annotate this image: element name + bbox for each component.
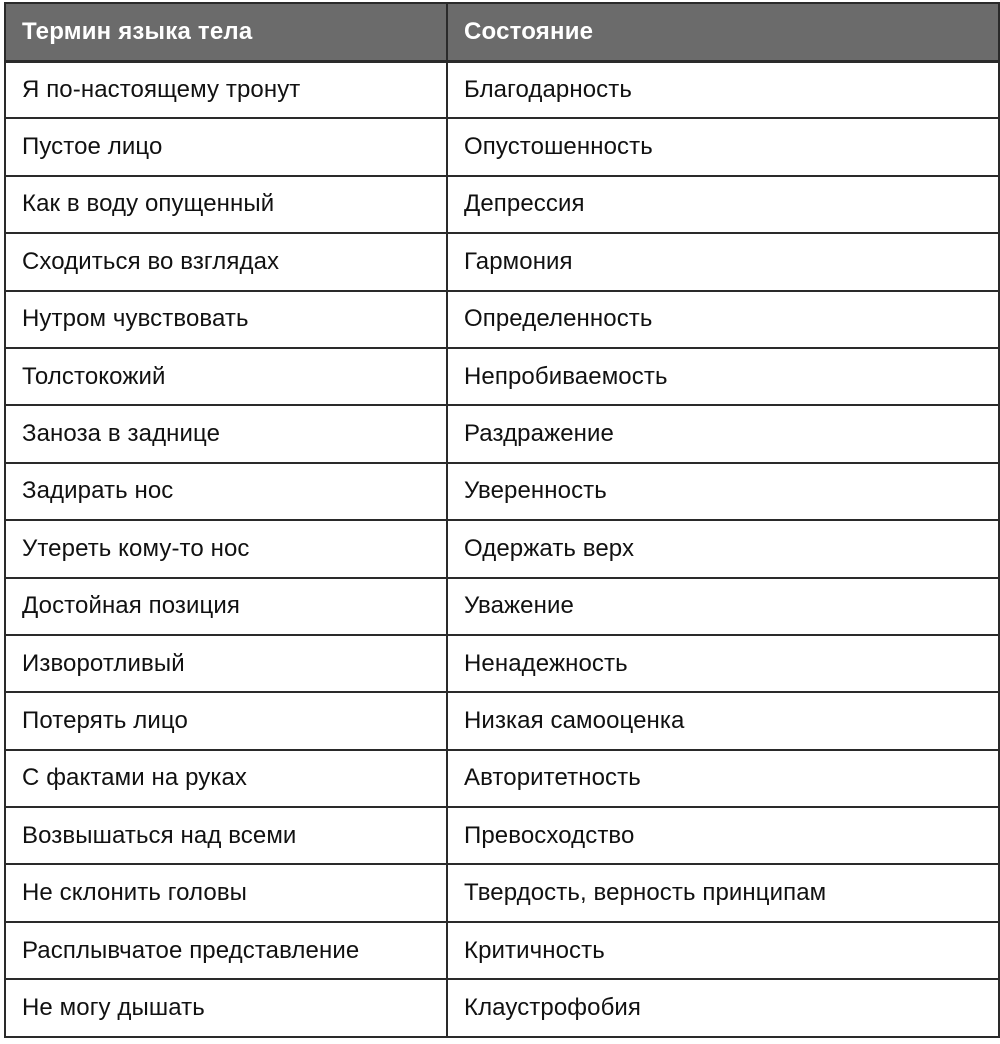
state-cell: Низкая самооценка <box>447 692 999 749</box>
table-row <box>5 520 999 577</box>
state-cell: Критичность <box>447 922 999 979</box>
state-cell: Раздражение <box>447 405 999 462</box>
state-cell: Непробиваемость <box>447 348 999 405</box>
term-cell: Возвышаться над всеми <box>5 807 447 864</box>
state-cell: Ненадежность <box>447 635 999 692</box>
state-cell: Опустошенность <box>447 118 999 175</box>
term-cell: Потерять лицо <box>5 692 447 749</box>
term-cell: Я по-настоящему тронут <box>5 61 447 118</box>
header-state: Состояние <box>447 3 999 61</box>
term-cell: Сходиться во взглядах <box>5 233 447 290</box>
header-row <box>5 3 999 61</box>
table-row <box>5 61 999 118</box>
term-cell: Задирать нос <box>5 463 447 520</box>
state-cell: Депрессия <box>447 176 999 233</box>
table-row <box>5 348 999 405</box>
term-cell: Заноза в заднице <box>5 405 447 462</box>
term-cell: Не склонить головы <box>5 864 447 921</box>
state-cell: Одержать верх <box>447 520 999 577</box>
table-row <box>5 118 999 175</box>
state-cell: Гармония <box>447 233 999 290</box>
term-cell: С фактами на руках <box>5 750 447 807</box>
term-cell: Расплывчатое представление <box>5 922 447 979</box>
body-language-table <box>4 2 1000 1038</box>
table-row <box>5 692 999 749</box>
term-cell: Достойная позиция <box>5 578 447 635</box>
term-cell: Толстокожий <box>5 348 447 405</box>
table-row <box>5 291 999 348</box>
table-header <box>5 3 999 61</box>
header-term: Термин языка тела <box>5 3 447 61</box>
term-cell: Нутром чувствовать <box>5 291 447 348</box>
table-row <box>5 635 999 692</box>
table-row <box>5 750 999 807</box>
term-cell: Утереть кому-то нос <box>5 520 447 577</box>
term-cell: Не могу дышать <box>5 979 447 1036</box>
term-cell: Изворотливый <box>5 635 447 692</box>
term-cell: Пустое лицо <box>5 118 447 175</box>
state-cell: Уверенность <box>447 463 999 520</box>
state-cell: Клаустрофобия <box>447 979 999 1036</box>
table-row <box>5 233 999 290</box>
table-row <box>5 864 999 921</box>
state-cell: Уважение <box>447 578 999 635</box>
state-cell: Благодарность <box>447 61 999 118</box>
state-cell: Авторитетность <box>447 750 999 807</box>
state-cell: Определенность <box>447 291 999 348</box>
table-row <box>5 463 999 520</box>
state-cell: Твердость, верность принципам <box>447 864 999 921</box>
table-row <box>5 405 999 462</box>
term-cell: Как в воду опущенный <box>5 176 447 233</box>
state-cell: Превосходство <box>447 807 999 864</box>
table-row <box>5 922 999 979</box>
table-row <box>5 176 999 233</box>
table-row <box>5 979 999 1036</box>
table-body <box>5 61 999 1037</box>
table-row <box>5 807 999 864</box>
table-row <box>5 578 999 635</box>
